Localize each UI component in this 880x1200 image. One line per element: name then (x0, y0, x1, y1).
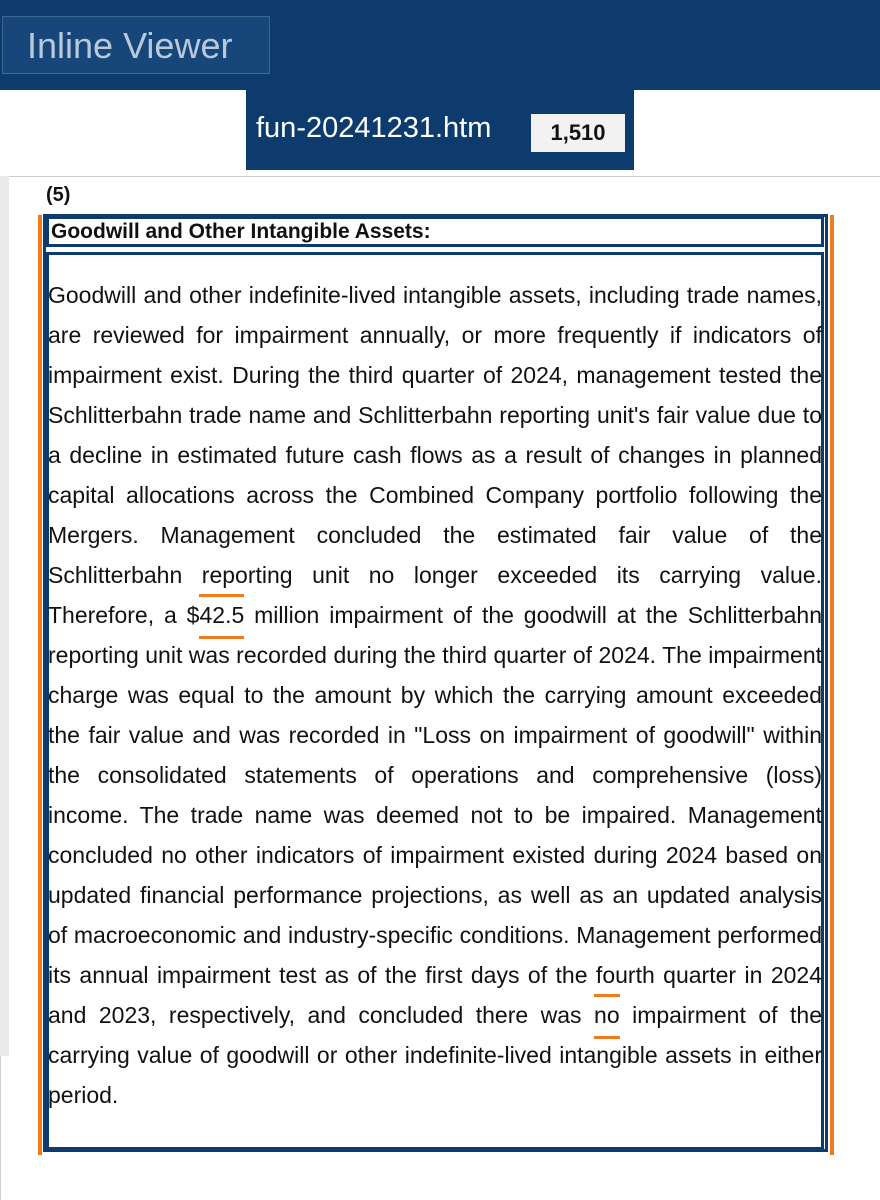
left-gutter (0, 176, 9, 1056)
tagged-fact-impairment-amount[interactable]: 42.5 (199, 602, 245, 628)
page-number-badge: 1,510 (531, 114, 625, 152)
app-title-button[interactable]: Inline Viewer (2, 16, 270, 74)
paragraph-text-part1: Goodwill and other indefinite-lived intangible assets, including trade names, are reviewed for impairment annually, or more frequently if indicators of impairment exist. During the third quarter of 2024, management tested the Schlitterbahn trade name and Schlitterbahn reporting unit's fair value due to a decline in estimated future cash flows as a result of changes in planned capital allocations across the Combined Company portfolio following the Mergers. Management concluded the estimated fair value of the Schlitterbahn reporting unit no longer exceeded its carrying value. Therefore, a $ (48, 282, 822, 628)
tagged-fact-no-impairment[interactable]: no (594, 1002, 620, 1028)
section-heading[interactable]: Goodwill and Other Intangible Assets: (46, 216, 824, 247)
document-file-name: fun-20241231.htm (256, 112, 492, 144)
tagged-section-bar-right (830, 215, 834, 1155)
document-tab[interactable] (246, 90, 634, 170)
paragraph-text-part3: impairment of the carrying value of goodwill or other indefinite-lived intangible assets in either period. (48, 1002, 822, 1108)
footnote-marker: (5) (46, 184, 71, 206)
tagged-section-bar-left (38, 215, 42, 1155)
goodwill-paragraph (48, 275, 822, 1115)
paragraph-text-part2: million impairment of the goodwill at the Schlitterbahn reporting unit was recorded during the third quarter of 2024. The impairment charge was equal to the amount by which the carrying amount exceeded the fair value and was recorded in "Loss on impairment of goodwill" within the consolidated statements of operations and comprehensive (loss) income. The trade name was deemed not to be impaired. Management concluded no other indicators of impairment existed during 2024 based on updated financial performance projections, as well as an updated analysis of macroeconomic and industry-specific conditions. Management performed its annual impairment test as of the first days of the fourth quarter in 2024 and 2023, respectively, and concluded there was (48, 602, 822, 1028)
viewer-header (0, 0, 880, 90)
